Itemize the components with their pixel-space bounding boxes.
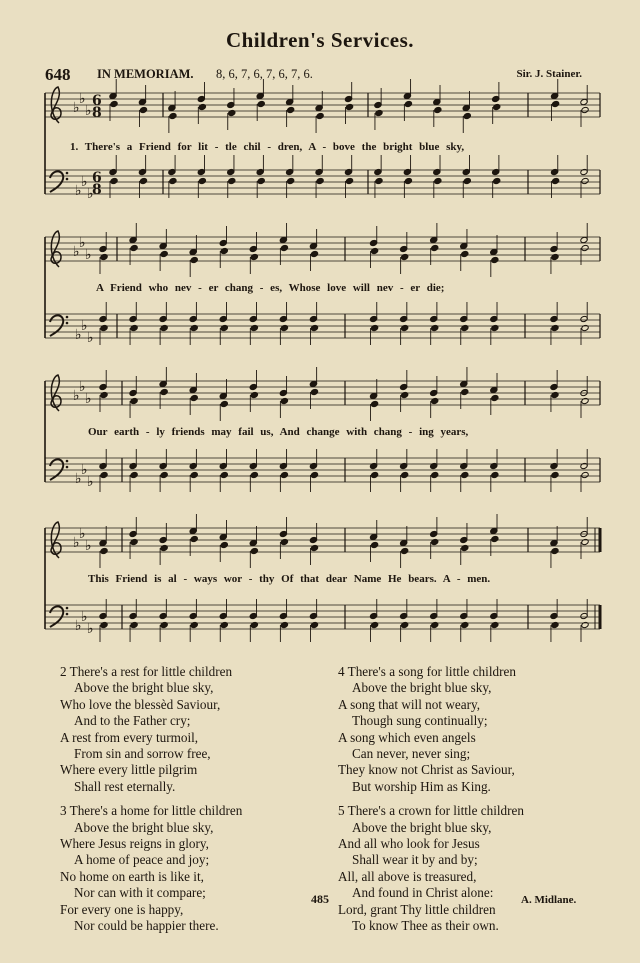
flat-sign-icon: ♭ xyxy=(75,327,82,343)
note-head xyxy=(190,324,198,331)
note-head xyxy=(280,244,288,251)
note-head xyxy=(250,253,258,260)
verse-line: Where Jesus reigns in glory, xyxy=(60,836,209,852)
time-signature-top: 6 xyxy=(92,170,102,186)
note-head xyxy=(316,112,324,119)
note-head xyxy=(551,621,559,628)
note-head xyxy=(493,177,501,184)
verse-stanza xyxy=(338,803,524,934)
verse-line: A rest from every turmoil, xyxy=(60,729,199,745)
flat-sign-icon: ♭ xyxy=(81,174,88,190)
note-head xyxy=(250,471,258,478)
note-head xyxy=(190,256,198,263)
note-head xyxy=(100,621,108,628)
tune-name: IN MEMORIAM. xyxy=(97,67,194,81)
note-head xyxy=(371,400,379,407)
note-head xyxy=(401,324,409,331)
note-head xyxy=(130,538,138,545)
note-head xyxy=(461,324,469,331)
note-head xyxy=(190,394,198,401)
note-head xyxy=(431,621,439,628)
verse-line: Though sung continually; xyxy=(352,713,488,729)
note-head xyxy=(375,177,383,184)
verse-line: Shall wear it by and by; xyxy=(352,852,478,868)
note-head xyxy=(100,253,108,260)
flat-sign-icon: ♭ xyxy=(81,609,88,625)
verse-line: Above the bright blue sky, xyxy=(352,680,492,696)
verse-line: A home of peace and joy; xyxy=(74,852,210,868)
flat-sign-icon: ♭ xyxy=(79,91,86,107)
note-head xyxy=(139,106,147,113)
bass-clef-dot xyxy=(66,613,69,616)
note-head xyxy=(310,621,318,628)
note-head xyxy=(581,244,589,251)
note-head xyxy=(434,177,442,184)
verse-line: Lord, grant Thy little children xyxy=(338,901,496,917)
lyrics-line-4: This Friend is al - ways wor - thy Of that dear Name He bears. A - men. xyxy=(88,573,491,585)
flat-sign-icon: ♭ xyxy=(81,318,88,334)
author: A. Midlane. xyxy=(521,894,577,906)
note-head xyxy=(287,106,295,113)
note-head xyxy=(463,177,471,184)
flat-sign-icon: ♭ xyxy=(85,247,92,263)
section-title: Children's Services. xyxy=(225,28,415,52)
note-head xyxy=(280,621,288,628)
note-head xyxy=(280,471,288,478)
note-head xyxy=(228,109,236,116)
note-head xyxy=(491,324,499,331)
note-head xyxy=(431,324,439,331)
note-head xyxy=(551,253,559,260)
bass-clef-dot xyxy=(66,466,69,469)
note-head xyxy=(220,324,228,331)
note-head xyxy=(493,103,501,110)
note-head xyxy=(160,544,168,551)
note-head xyxy=(461,388,469,395)
note-head xyxy=(401,391,409,398)
note-head xyxy=(257,177,265,184)
flat-sign-icon: ♭ xyxy=(73,244,80,260)
flat-sign-icon: ♭ xyxy=(73,535,80,551)
note-head xyxy=(581,397,589,404)
note-head xyxy=(431,397,439,404)
note-head xyxy=(190,621,198,628)
note-head xyxy=(375,109,383,116)
note-head xyxy=(461,471,469,478)
flat-sign-icon: ♭ xyxy=(85,391,92,407)
note-head xyxy=(581,538,589,545)
note-head xyxy=(100,471,108,478)
note-head xyxy=(250,391,258,398)
flat-sign-icon: ♭ xyxy=(79,379,86,395)
note-head xyxy=(130,621,138,628)
composer: Sir. J. Stainer. xyxy=(516,68,582,80)
verse-line: And found in Christ alone: xyxy=(352,885,494,901)
note-head xyxy=(287,177,295,184)
flat-sign-icon: ♭ xyxy=(85,538,92,554)
bass-clef-dot xyxy=(66,460,69,463)
note-head xyxy=(310,471,318,478)
note-head xyxy=(280,324,288,331)
flat-sign-icon: ♭ xyxy=(75,183,82,199)
flat-sign-icon: ♭ xyxy=(87,186,94,202)
flat-sign-icon: ♭ xyxy=(79,526,86,542)
verse-line: But worship Him as King. xyxy=(352,778,491,794)
note-head xyxy=(581,621,589,628)
note-head xyxy=(280,397,288,404)
verse-stanza xyxy=(60,803,242,934)
hymn-number: 648 xyxy=(45,65,71,84)
note-head xyxy=(431,538,439,545)
verse-stanza xyxy=(60,664,242,795)
flat-sign-icon: ♭ xyxy=(87,330,94,346)
verse-line: 5 There's a crown for little children xyxy=(338,803,524,819)
verse-line: Can never, never sing; xyxy=(352,746,471,762)
note-head xyxy=(160,388,168,395)
note-head xyxy=(371,541,379,548)
lyrics-line-1: 1. There's a Friend for lit - tle chil - dren, A - bove the bright blue sky, xyxy=(70,141,465,153)
note-head xyxy=(169,177,177,184)
note-head xyxy=(371,324,379,331)
verse-line: And to the Father cry; xyxy=(74,713,191,729)
note-head xyxy=(434,106,442,113)
verse-line: 4 There's a song for little children xyxy=(338,664,516,679)
note-head xyxy=(491,394,499,401)
note-head xyxy=(310,250,318,257)
verse-line: Where every little pilgrim xyxy=(60,762,198,778)
note-head xyxy=(401,547,409,554)
verse-stanza xyxy=(338,664,524,795)
flat-sign-icon: ♭ xyxy=(85,103,92,119)
bass-clef-dot xyxy=(66,316,69,319)
note-head xyxy=(250,547,258,554)
note-head xyxy=(100,547,108,554)
note-head xyxy=(431,244,439,251)
verse-line: A song which even angels xyxy=(338,729,476,745)
note-head xyxy=(431,471,439,478)
bass-clef-dot xyxy=(66,178,69,181)
note-head xyxy=(581,324,589,331)
note-head xyxy=(220,247,228,254)
note-head xyxy=(345,103,353,110)
note-head xyxy=(551,324,559,331)
note-head xyxy=(491,535,499,542)
note-head xyxy=(316,177,324,184)
flat-sign-icon: ♭ xyxy=(73,100,80,116)
note-head xyxy=(401,471,409,478)
bass-clef-dot xyxy=(66,322,69,325)
note-head xyxy=(463,112,471,119)
note-head xyxy=(220,471,228,478)
note-head xyxy=(461,250,469,257)
note-head xyxy=(551,547,559,554)
flat-sign-icon: ♭ xyxy=(73,388,80,404)
note-head xyxy=(491,621,499,628)
note-head xyxy=(169,112,177,119)
note-head xyxy=(551,471,559,478)
note-head xyxy=(130,471,138,478)
flat-sign-icon: ♭ xyxy=(87,621,94,637)
note-head xyxy=(220,621,228,628)
time-signature-top: 6 xyxy=(92,93,102,109)
note-head xyxy=(130,397,138,404)
note-head xyxy=(110,100,118,107)
note-head xyxy=(130,244,138,251)
note-head xyxy=(110,177,118,184)
verse-line: 2 There's a rest for little children xyxy=(60,664,233,679)
meter: 8, 6, 7, 6, 7, 6, 7, 6. xyxy=(216,67,313,81)
note-head xyxy=(491,256,499,263)
note-head xyxy=(345,177,353,184)
note-head xyxy=(100,391,108,398)
note-head xyxy=(401,253,409,260)
verse-line: They know not Christ as Saviour, xyxy=(338,762,515,778)
flat-sign-icon: ♭ xyxy=(75,471,82,487)
note-head xyxy=(491,471,499,478)
note-head xyxy=(220,541,228,548)
verse-line: Above the bright blue sky, xyxy=(74,819,214,835)
note-head xyxy=(371,621,379,628)
note-head xyxy=(190,535,198,542)
page-number: 485 xyxy=(311,892,329,906)
verse-line: A song that will not weary, xyxy=(338,696,480,712)
note-head xyxy=(404,177,412,184)
note-head xyxy=(280,538,288,545)
note-head xyxy=(551,391,559,398)
note-head xyxy=(160,621,168,628)
note-head xyxy=(581,106,589,113)
lyrics-line-2: A Friend who nev - er chang - es, Whose love will nev - er die; xyxy=(96,282,445,294)
verse-line: Shall rest eternally. xyxy=(74,778,176,794)
note-head xyxy=(371,471,379,478)
verse-line: 3 There's a home for little children xyxy=(60,803,243,819)
note-head xyxy=(310,388,318,395)
note-head xyxy=(581,177,589,184)
flat-sign-icon: ♭ xyxy=(79,235,86,251)
bass-clef-dot xyxy=(66,172,69,175)
note-head xyxy=(228,177,236,184)
verse-line: Nor could be happier there. xyxy=(74,918,219,934)
note-head xyxy=(401,621,409,628)
note-head xyxy=(160,471,168,478)
note-head xyxy=(371,247,379,254)
verse-line: Who love the blessèd Saviour, xyxy=(60,696,221,712)
flat-sign-icon: ♭ xyxy=(75,618,82,634)
verse-line: All, all above is treasured, xyxy=(338,868,477,884)
note-head xyxy=(250,621,258,628)
note-head xyxy=(552,100,560,107)
note-head xyxy=(552,177,560,184)
time-signature-bottom: 8 xyxy=(92,105,102,121)
note-head xyxy=(100,324,108,331)
verse-line: No home on earth is like it, xyxy=(60,868,204,884)
note-head xyxy=(404,100,412,107)
verse-line: And all who look for Jesus xyxy=(338,836,480,852)
note-head xyxy=(190,471,198,478)
note-head xyxy=(198,177,206,184)
verse-line: Above the bright blue sky, xyxy=(352,819,492,835)
verse-line: For every one is happy, xyxy=(60,901,184,917)
verse-line: Above the bright blue sky, xyxy=(74,680,214,696)
bass-clef-dot xyxy=(66,607,69,610)
verse-line: Nor can with it compare; xyxy=(74,885,206,901)
note-head xyxy=(220,400,228,407)
note-head xyxy=(461,544,469,551)
flat-sign-icon: ♭ xyxy=(81,462,88,478)
note-head xyxy=(257,100,265,107)
note-head xyxy=(310,544,318,551)
lyrics-line-3: Our earth - ly friends may fail us, And change with chang - ing years, xyxy=(88,426,469,438)
note-head xyxy=(198,103,206,110)
flat-sign-icon: ♭ xyxy=(87,474,94,490)
verse-line: To know Thee as their own. xyxy=(352,918,499,934)
note-head xyxy=(310,324,318,331)
note-head xyxy=(160,250,168,257)
note-head xyxy=(130,324,138,331)
time-signature-bottom: 8 xyxy=(92,182,102,198)
note-head xyxy=(139,177,147,184)
note-head xyxy=(461,621,469,628)
note-head xyxy=(160,324,168,331)
verse-line: From sin and sorrow free, xyxy=(74,746,211,762)
note-head xyxy=(250,324,258,331)
note-head xyxy=(581,471,589,478)
